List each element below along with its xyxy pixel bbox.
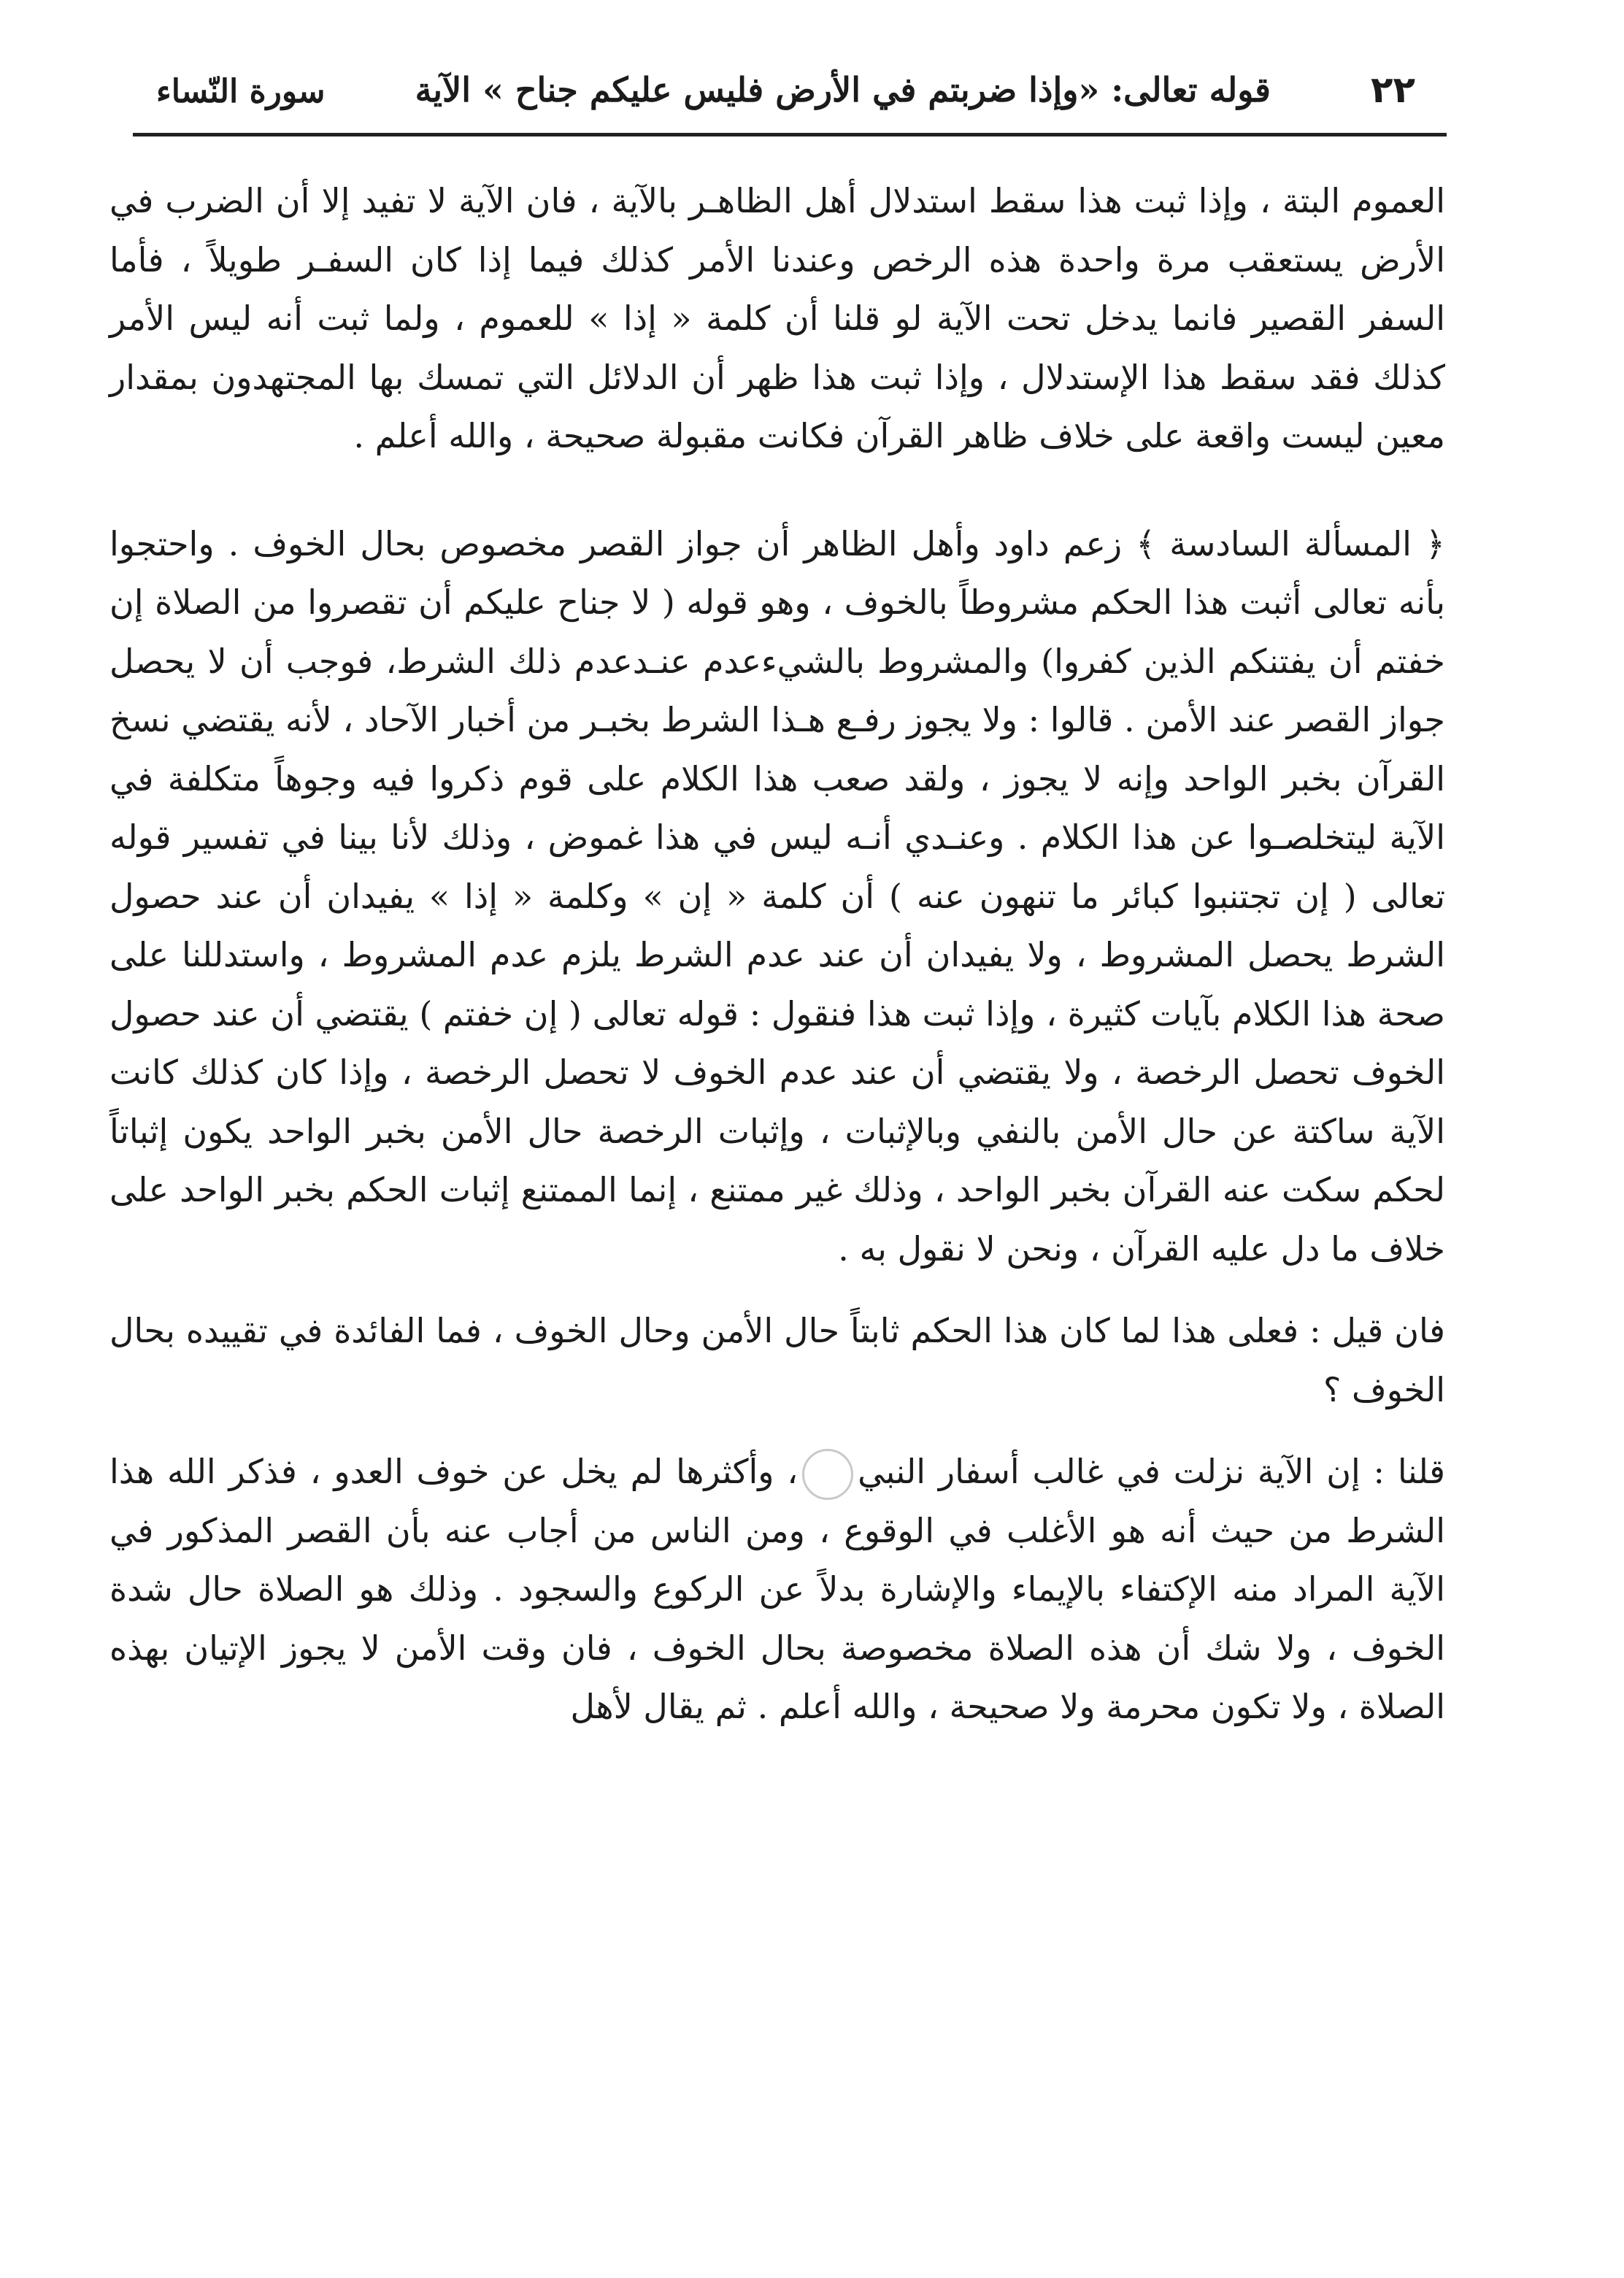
paragraph-4-rest: ، وأكثرها لم يخل عن خوف العدو ، فذكر الله هذا الشرط من حيث أنه هو الأغلب في الوقوع ، ومن الناس من أجاب عنه بأن القصر المذكور في الآية المراد منه الإكتفاء بالإيماء والإشارة بدلاً عن الركوع والسجود . وذلك هو الصلاة حال شدة الخوف ، ولا شك أن هذه الصلاة مخصوصة بحال الخوف ، فان وقت الأمن لا يجوز الإتيان بهذه الصلاة ، ولا تكون محرمة ولا صحيحة ، والله أعلم . ثم يقال لأهل xyxy=(109,1452,1445,1726)
running-header xyxy=(133,64,1443,121)
paragraph-4-start: قلنا : إن الآية نزلت في غالب أسفار النبي xyxy=(858,1452,1445,1491)
salutation-glyph-icon xyxy=(802,1449,853,1500)
main-text xyxy=(109,172,1445,1736)
paragraph-2: ﴿ المسألة السادسة ﴾ زعم داود وأهل الظاهر أن جواز القصر مخصوص بحال الخوف . واحتجوا بأنه تعالى أثبت هذا الحكم مشروطاً بالخوف ، وهو قوله ( لا جناح عليكم أن تقصروا من الصلاة إن خفتم أن يفتنكم الذين كفروا) والمشروط بالشيءعدم عنـدعدم ذلك الشرط، فوجب أن لا يحصل جواز القصر عند الأمن . قالوا : ولا يجوز رفـع هـذا الشرط بخبـر من أخبار الآحاد ، لأنه يقتضي نسخ القرآن بخبر الواحد وإنه لا يجوز ، ولقد صعب هذا الكلام على قوم ذكروا فيه وجوهاً متكلفة في الآية ليتخلصـوا عن هذا الكلام . وعنـدي أنـه ليس في هذا غموض ، وذلك لأنا بينا في تفسير قوله تعالى ( إن تجتنبوا كبائر ما تنهون عنه ) أن كلمة « إن » وكلمة « إذا » يفيدان أن عند حصول الشرط يحصل المشروط ، ولا يفيدان أن عند عدم الشرط يلزم عدم المشروط ، واستدللنا على صحة هذا الكلام بآيات كثيرة ، وإذا ثبت هذا فنقول : قوله تعالى ( إن خفتم ) يقتضي أن عند حصول الخوف تحصل الرخصة ، ولا يقتضي أن عند عدم الخوف لا تحصل الرخصة ، وإذا كان كذلك كانت الآية ساكتة عن حال الأمن بالنفي وبالإثبات ، وإثبات الرخصة حال الأمن بخبر الواحد يكون إثباتاً لحكم سكت عنه القرآن بخبر الواحد ، وذلك غير ممتنع ، إنما الممتنع إثبات الحكم بخبر الواحد على خلاف ما دل عليه القرآن ، ونحن لا نقول به . xyxy=(109,523,1445,1269)
page-number: ٢٢ xyxy=(1370,69,1415,111)
surah-name: سورة النّساء xyxy=(156,73,326,110)
paragraph-1: العموم البتة ، وإذا ثبت هذا سقط استدلال أهل الظاهـر بالآية ، فان الآية لا تفيد إلا أن الضرب في الأرض يستعقب مرة واحدة هذه الرخص وعندنا الأمر كذلك فيما إذا كان السفـر طويلاً ، فأما السفر القصير فانما يدخل تحت الآية لو قلنا أن كلمة « إذا » للعموم ، ولما ثبت أنه ليس الأمر كذلك فقد سقط هذا الإستدلال ، وإذا ثبت هذا ظهر أن الدلائل التي تمسك بها المجتهدون بمقدار معين ليست واقعة على خلاف ظاهر القرآن فكانت مقبولة صحيحة ، والله أعلم . xyxy=(109,181,1446,455)
paragraph-3: فان قيل : فعلى هذا لما كان هذا الحكم ثابتاً حال الأمن وحال الخوف ، فما الفائدة في تقييده بحال الخوف ؟ xyxy=(109,1311,1445,1409)
header-divider xyxy=(133,133,1447,136)
paragraph-4 xyxy=(109,1442,1445,1736)
header-title: قوله تعالى: «وإذا ضربتم في الأرض فليس عليكم جناح » الآية xyxy=(415,70,1271,109)
